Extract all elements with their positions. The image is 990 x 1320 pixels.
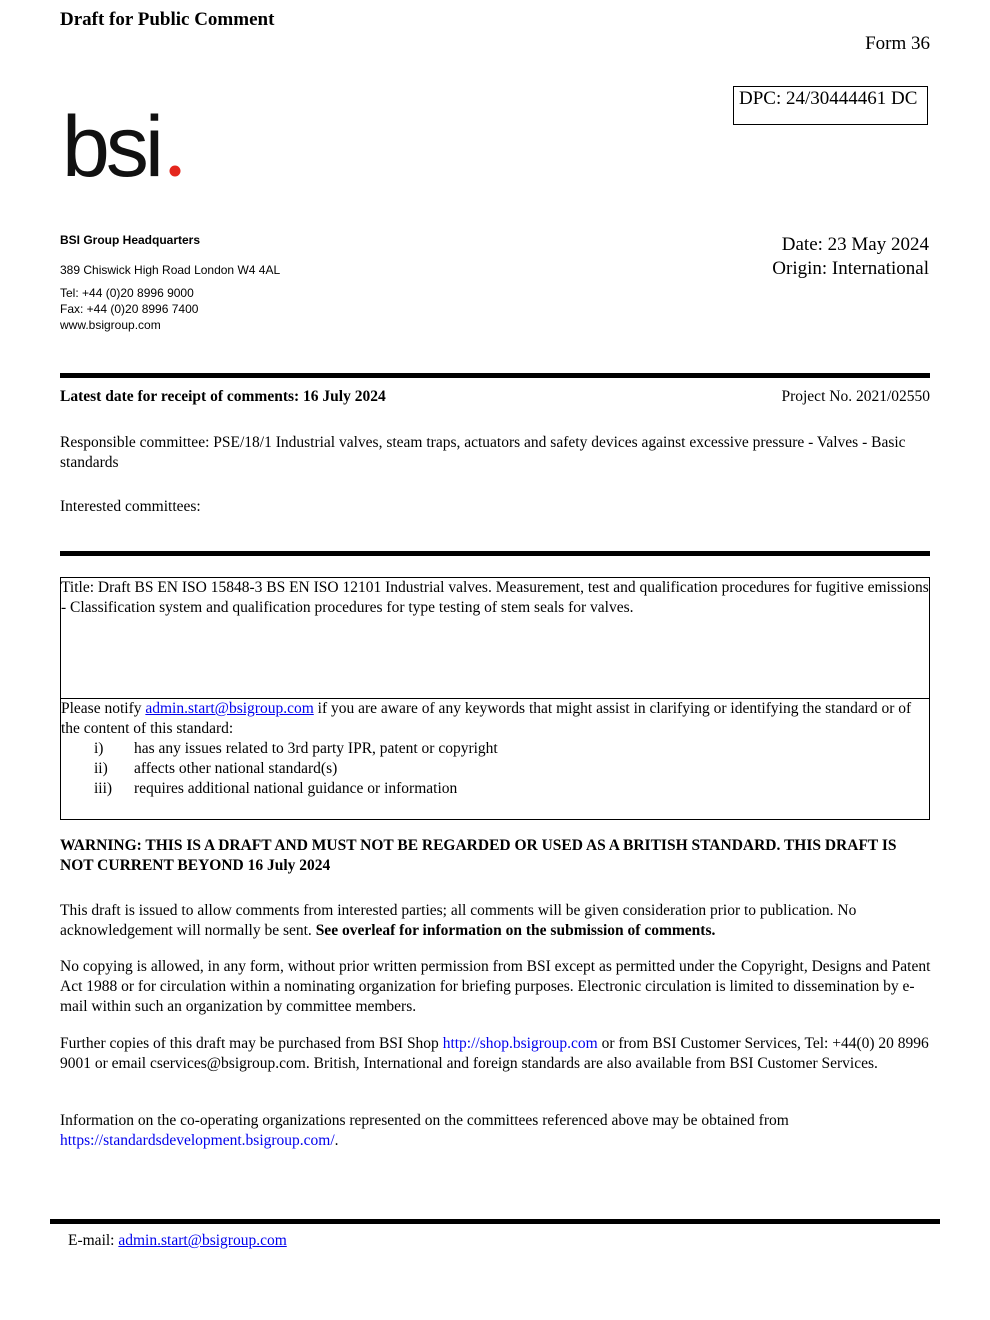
- notify-list: [61, 739, 929, 799]
- hq-address: 389 Chiswick High Road London W4 4AL: [60, 263, 281, 277]
- hq-fax: Fax: +44 (0)20 8996 7400: [60, 302, 199, 316]
- list-item-text: requires additional national guidance or information: [134, 780, 458, 797]
- latest-comment-date: Latest date for receipt of comments: 16 July 2024: [60, 388, 386, 405]
- notify-email-link[interactable]: admin.start@bsigroup.com: [145, 700, 314, 717]
- notify-text: [61, 699, 929, 739]
- notify-prefix: Please notify: [61, 700, 146, 717]
- bsi-logo-dot: [170, 166, 181, 177]
- draft-label: Draft for Public Comment: [60, 9, 275, 30]
- list-item-number: i): [94, 740, 104, 757]
- list-item: [61, 759, 929, 779]
- footer-email: [68, 1232, 287, 1250]
- bsi-logo-text: bsi: [62, 99, 160, 186]
- footer-email-link[interactable]: admin.start@bsigroup.com: [118, 1232, 287, 1249]
- list-item: [61, 739, 929, 759]
- hq-tel: Tel: +44 (0)20 8996 9000: [60, 286, 194, 300]
- paragraph-further-copies: [60, 1034, 932, 1074]
- notify-suffix: if you are aware of any keywords that might assist in clarifying or identifying the standard or of the content of this standard:: [61, 700, 912, 737]
- divider: [60, 373, 930, 378]
- paragraph-copyright: No copying is allowed, in any form, without prior written permission from BSI except as permitted under the Copyright, Designs and Patent Act 1988 or for circulation within a nominating organization for briefing purposes. Electronic circulation is limited to dissemination by e-mail within such an organization by committee members.: [60, 958, 931, 1015]
- interested-committees: Interested committees:: [60, 498, 201, 515]
- paragraph-comments-bold: See overleaf for information on the submission of comments.: [315, 922, 716, 939]
- paragraph-org-before: Information on the co-operating organizations represented on the committees referenced above may be obtained from: [60, 1112, 789, 1129]
- hq-title: BSI Group Headquarters: [60, 233, 201, 247]
- divider: [60, 551, 930, 556]
- notify-box: [60, 698, 930, 820]
- document-title: Title: Draft BS EN ISO 15848-3 BS EN ISO 12101 Industrial valves. Measurement, test and qualification procedures for fugitive emissions - Classification system and qualification procedures for type testing of stem seals for valves.: [61, 579, 929, 616]
- list-item: [61, 779, 929, 799]
- title-box: [60, 577, 930, 699]
- paragraph-organizations: [60, 1111, 932, 1151]
- dpc-code-box: DPC: 24/30444461 DC: [733, 86, 928, 125]
- form-number: Form 36: [865, 33, 930, 54]
- standards-development-link[interactable]: https://standardsdevelopment.bsigroup.com/: [60, 1132, 335, 1149]
- paragraph-copies-before: Further copies of this draft may be purchased from BSI Shop: [60, 1035, 443, 1052]
- origin: Origin: International: [772, 258, 929, 279]
- list-item-number: ii): [94, 760, 108, 777]
- footer-email-label: E-mail:: [68, 1232, 119, 1249]
- bsi-logo-graphic: [62, 96, 192, 186]
- responsible-committee: Responsible committee: PSE/18/1 Industrial valves, steam traps, actuators and safety devices against excessive pressure - Valves - Basic standards: [60, 434, 906, 471]
- project-number: Project No. 2021/02550: [781, 388, 930, 405]
- bsi-shop-link[interactable]: http://shop.bsigroup.com: [442, 1035, 598, 1052]
- hq-contact: [60, 285, 198, 333]
- draft-warning: WARNING: THIS IS A DRAFT AND MUST NOT BE REGARDED OR USED AS A BRITISH STANDARD. THIS DRAFT IS NOT CURRENT BEYOND 16 July 2024: [60, 837, 897, 874]
- paragraph-comments: [60, 901, 932, 941]
- footer-divider: [50, 1219, 940, 1224]
- paragraph-comments-text: This draft is issued to allow comments from interested parties; all comments will be given consideration prior to publication. No acknowledgement will normally be sent.: [60, 902, 857, 939]
- list-item-text: has any issues related to 3rd party IPR, patent or copyright: [134, 740, 498, 757]
- paragraph-org-after: .: [334, 1132, 339, 1149]
- bsi-logo: [62, 96, 192, 191]
- paragraph-copies-after: or from BSI Customer Services, Tel: +44(0) 20 8996 9001 or email cservices@bsigroup.com. British, International and foreign standards are also available from BSI Customer Services.: [60, 1035, 929, 1072]
- issue-date: Date: 23 May 2024: [781, 234, 929, 255]
- list-item-number: iii): [94, 780, 113, 797]
- list-item-text: affects other national standard(s): [134, 760, 338, 777]
- hq-web: www.bsigroup.com: [60, 318, 161, 332]
